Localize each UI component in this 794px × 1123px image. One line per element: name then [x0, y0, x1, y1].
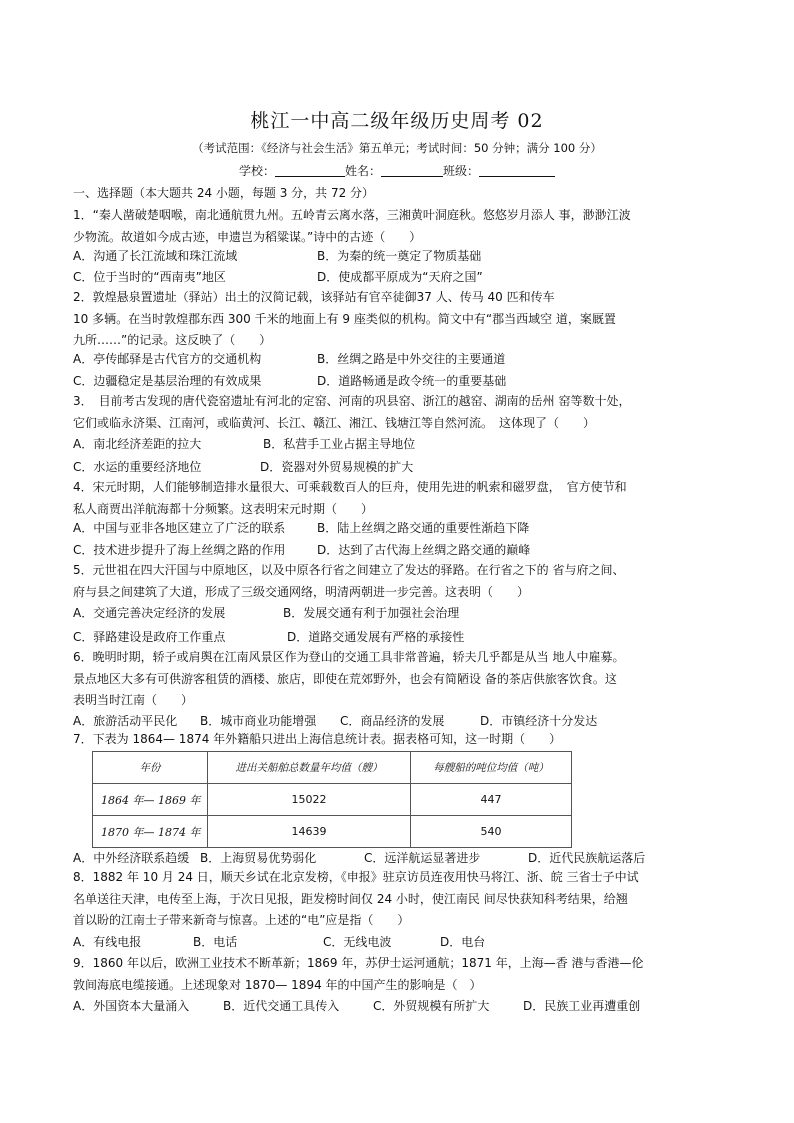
option-b[interactable]: B．城市商业功能增强: [200, 714, 317, 728]
option-d[interactable]: D．使成都平原成为“天府之国”: [317, 270, 483, 284]
ship-statistics-table: [92, 751, 572, 848]
school-blank[interactable]: [275, 164, 345, 177]
question-line: 首以盼的江南士子带来新奇与惊喜。上述的“电”应是指（ ）: [73, 913, 410, 927]
question-line: 名单送往天津，电传至上海，于次日见报，距发榜时间仅 24 小时，使江南民 间尽快获知科考结果，给翘: [73, 891, 628, 906]
options-row: [73, 458, 413, 475]
option-a[interactable]: A．有线电报: [73, 935, 142, 949]
option-c[interactable]: C．技术进步提升了海上丝绸之路的作用: [73, 543, 286, 557]
options-row: [73, 435, 415, 452]
question-line: 2．敦煌悬泉置遗址（驿站）出土的汉简记载，该驿站有官卒徒御37 人、传马 40 匹和传车: [73, 290, 555, 304]
option-a[interactable]: A．旅游活动平民化: [73, 714, 178, 728]
options-row: [73, 849, 645, 866]
options-row: [73, 350, 505, 367]
class-label: 班级：: [443, 164, 480, 178]
table-row: [93, 816, 572, 848]
question-line: 1．“秦人凿破楚咽喉，南北通航贯九州。五岭青云离水落，三湘黄叶洞庭秋。悠悠岁月添人 事，渺渺江波: [73, 208, 631, 222]
table-cell: 1870 年— 1874 年: [93, 816, 208, 848]
option-b[interactable]: B．私营手工业占据主导地位: [263, 437, 416, 451]
option-d[interactable]: D．民族工业再遭重创: [523, 999, 641, 1013]
options-row: [73, 997, 640, 1014]
question-line: 6．晚明时期，轿子或肩舆在江南风景区作为登山的交通工具非常普遍，轿夫几乎都是从当 地人中雇募。: [73, 650, 625, 664]
question-1: [73, 205, 721, 248]
option-c[interactable]: C．远洋航运显著进步: [364, 851, 481, 865]
options-row: [73, 372, 506, 389]
question-9: [73, 953, 721, 996]
table-cell: 14639: [208, 816, 411, 848]
option-c[interactable]: C．位于当时的“西南夷”地区: [73, 270, 226, 284]
question-line: 少物流。故道如今成古迹，申遗岂为稻粱谋。”诗中的古迹（ ）: [73, 229, 422, 244]
option-d[interactable]: D．电台: [440, 935, 486, 949]
school-label: 学校：: [238, 164, 275, 178]
option-c[interactable]: C．无线电波: [323, 935, 392, 949]
class-blank[interactable]: [479, 164, 555, 177]
option-b[interactable]: B．电话: [193, 935, 238, 949]
question-line: 九所……”的记录。这反映了（ ）: [73, 333, 272, 347]
question-line: 敦间海底电缆接通。上述现象对 1870— 1894 年的中国产生的影响是（ ）: [73, 977, 482, 992]
name-blank[interactable]: [381, 164, 443, 177]
option-b[interactable]: B．丝绸之路是中外交往的主要通道: [317, 352, 506, 366]
option-b[interactable]: B．上海贸易优势弱化: [200, 851, 317, 865]
option-a[interactable]: A．中外经济联系趋缓: [73, 851, 190, 865]
option-a[interactable]: A．南北经济差距的拉大: [73, 437, 202, 451]
option-c[interactable]: C．商品经济的发展: [340, 714, 445, 728]
question-line: 3． 目前考古发现的唐代瓷窑遗址有河北的定窑、河南的巩县窑、浙江的越窑、湖南的岳州 窑等数十处，: [73, 394, 631, 408]
option-c[interactable]: C．边疆稳定是基层治理的有效成果: [73, 374, 262, 388]
options-row: [73, 628, 464, 645]
table-cell: 1864 年— 1869 年: [93, 784, 208, 816]
option-d[interactable]: D．瓷器对外贸易规模的扩大: [260, 460, 414, 474]
option-c[interactable]: C．驿路建设是政府工作重点: [73, 630, 226, 644]
question-line: 府与县之间建筑了大道，形成了三级交通网络，明清两朝进一步完善。这表明（ ）: [73, 584, 530, 599]
option-b[interactable]: B．为秦的统一奠定了物质基础: [317, 249, 482, 263]
table-cell: 15022: [208, 784, 411, 816]
exam-scope: （考试范围：《经济与社会生活》第五单元；考试时间：50 分钟；满分 100 分）: [192, 141, 602, 155]
table-cell: 540: [411, 816, 572, 848]
question-line: 4．宋元时期，人们能够制造排水量很大、可乘载数百人的巨舟，使用先进的帆索和磁罗盘， 官方使节和: [73, 480, 627, 494]
question-line: 8．1882 年 10 月 24 日，顺天乡试在北京发榜，《申报》驻京访员连夜用快马将江、浙、皖 三省士子中试: [73, 870, 639, 884]
options-row: [73, 541, 530, 558]
question-8: [73, 867, 721, 932]
table-row: [93, 784, 572, 816]
option-b[interactable]: B．发展交通有利于加强社会治理: [283, 606, 460, 620]
options-row: [73, 933, 485, 950]
question-line: 7．下表为 1864— 1874 年外籍船只进出上海信息统计表。据表格可知，这一时期（ ）: [73, 732, 562, 746]
options-row: [73, 268, 483, 285]
question-line: 景点地区大多有可供游客租赁的酒楼、旅店，即使在荒郊野外，也会有简陋设 备的茶店供旅客饮食。这: [73, 671, 617, 686]
table-cell: 447: [411, 784, 572, 816]
question-2: [73, 287, 721, 352]
option-a[interactable]: A．沟通了长江流域和珠江流域: [73, 249, 238, 263]
question-6: [73, 647, 721, 712]
table-header: 每艘船的吨位均值（吨）: [411, 752, 572, 784]
table-header: 进出关船舶总数量年均值（艘）: [208, 752, 411, 784]
table-header: 年份: [93, 752, 208, 784]
option-d[interactable]: D．达到了古代海上丝绸之路交通的巅峰: [317, 543, 531, 557]
student-info-row: [0, 162, 794, 179]
section-heading: 一、选择题（本大题共 24 小题，每题 3 分，共 72 分）: [73, 186, 375, 200]
option-c[interactable]: C．水运的重要经济地位: [73, 460, 202, 474]
option-a[interactable]: A．外国资本大量涌入: [73, 999, 190, 1013]
option-a[interactable]: A．亭传邮驿是古代官方的交通机构: [73, 352, 262, 366]
table-header-row: [93, 752, 572, 784]
options-row: [73, 712, 597, 729]
name-label: 姓名：: [344, 164, 381, 178]
option-d[interactable]: D．道路畅通是政令统一的重要基础: [317, 374, 507, 388]
option-b[interactable]: B．近代交通工具传入: [223, 999, 340, 1013]
options-row: [73, 519, 529, 536]
options-row: [73, 247, 481, 264]
option-d[interactable]: D．近代民族航运落后: [528, 851, 646, 865]
question-4: [73, 477, 721, 520]
option-d[interactable]: D．市镇经济十分发达: [480, 714, 598, 728]
option-a[interactable]: A．中国与亚非各地区建立了广泛的联系: [73, 521, 286, 535]
option-d[interactable]: D．道路交通发展有严格的承接性: [287, 630, 465, 644]
option-c[interactable]: C．外贸规模有所扩大: [373, 999, 490, 1013]
option-a[interactable]: A．交通完善决定经济的发展: [73, 606, 226, 620]
question-line: 5．元世祖在四大汗国与中原地区，以及中原各行省之间建立了发达的驿路。在行省之下的 省与府之间、: [73, 563, 625, 577]
options-row: [73, 604, 459, 621]
question-line: 它们或临永济渠、江南河，或临黄河、长江、赣江、湘江、钱塘江等自然河流。 这体现了（ ）: [73, 415, 596, 430]
question-7: [73, 729, 721, 751]
question-line: 表明当时江南（ ）: [73, 693, 194, 707]
question-line: 9．1860 年以后，欧洲工业技术不断革新；1869 年，苏伊士运河通航；1871 年，上海—香 港与香港—伦: [73, 956, 644, 970]
option-b[interactable]: B．陆上丝绸之路交通的重要性渐趋下降: [317, 521, 530, 535]
question-3: [73, 391, 721, 434]
question-line: 私人商贾出洋航海都十分频繁。这表明宋元时期（ ）: [73, 501, 374, 516]
question-5: [73, 560, 721, 603]
question-line: 10 多辆。在当时敦煌郡东西 300 千米的地面上有 9 座类似的机构。简文中有“郡当西域空 道，案厩置: [73, 311, 616, 326]
page-title: 桃江一中高二级年级历史周考 02: [250, 110, 544, 132]
